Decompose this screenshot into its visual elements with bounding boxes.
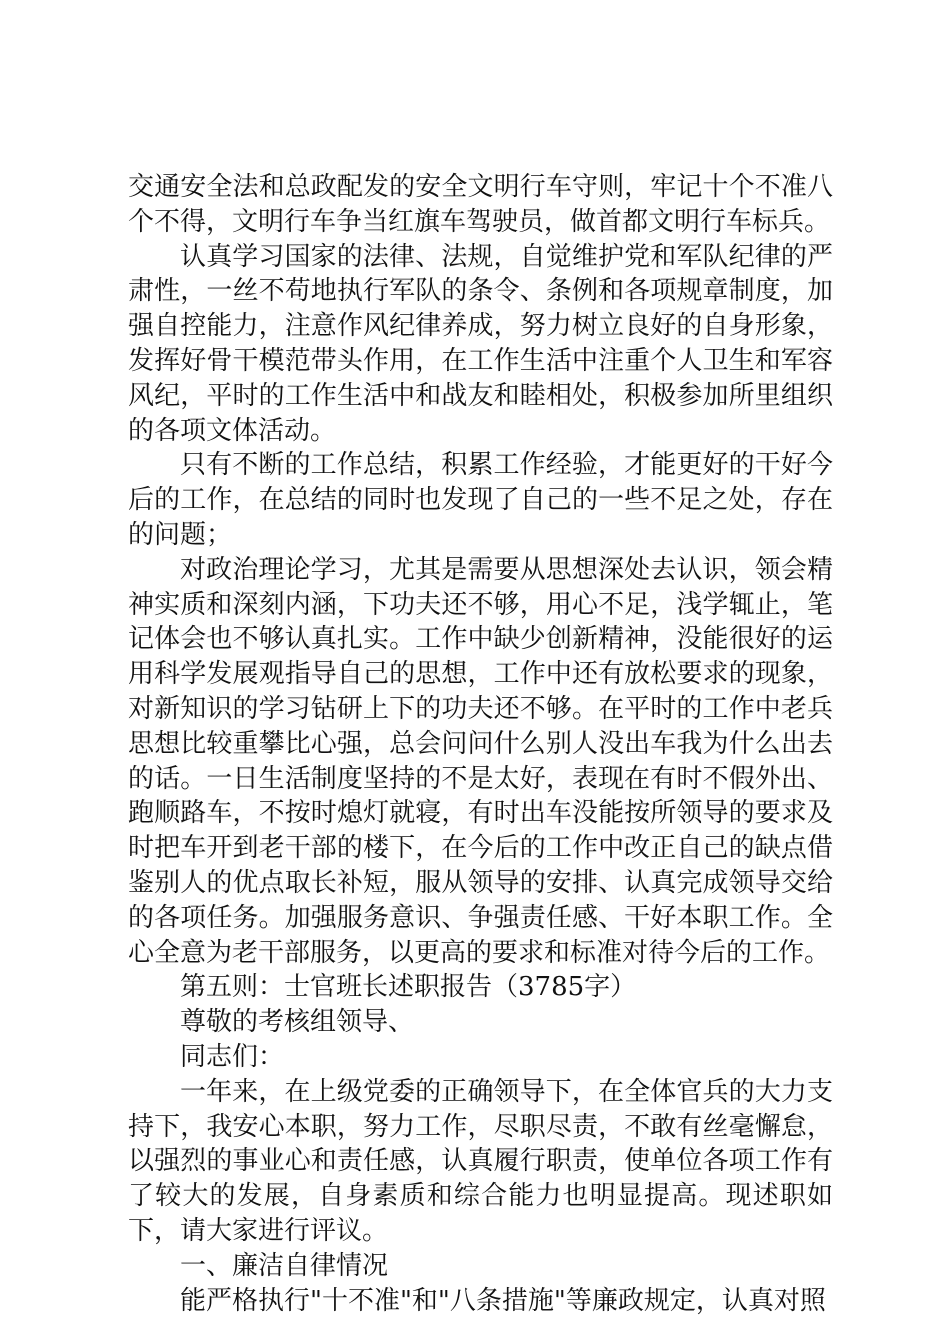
document-body — [128, 170, 833, 1318]
paragraph-study-laws: 认真学习国家的法律、法规，自觉维护党和军队纪律的严肃性，一丝不苟地执行军队的条令、条例和各项规章制度，加强自控能力，注意作风纪律养成，努力树立良好的自身形象，发挥好骨干模范带头作用，在工作生活中注重个人卫生和军容风纪，平时的工作生活中和战友和睦相处，积极参加所里组织的各项文体活动。 — [128, 241, 833, 446]
paragraph-traffic-rules: 交通安全法和总政配发的安全文明行车守则，牢记十个不准八个不得，文明行车争当红旗车驾驶员，做首都文明行车标兵。 — [128, 172, 833, 237]
subheading-integrity: 一、廉洁自律情况 — [180, 1250, 389, 1281]
salutation-leaders: 尊敬的考核组领导、 — [180, 1007, 415, 1038]
paragraph-regulations: 能严格执行"十不准"和"八条措施"等廉政规定，认真对照 — [180, 1285, 826, 1316]
section-heading-fifth-report: 第五则：士官班长述职报告（3785字） — [180, 972, 637, 1003]
paragraph-year-review: 一年来，在上级党委的正确领导下，在全体官兵的大力支持下，我安心本职，努力工作，尽职尽责，不敢有丝毫懈怠，以强烈的事业心和责任感，认真履行职责，使单位各项工作有了较大的发展，自身素质和综合能力也明显提高。现述职如下，请大家进行评议。 — [128, 1076, 833, 1246]
salutation-comrades: 同志们： — [180, 1041, 285, 1072]
paragraph-summary: 只有不断的工作总结，积累工作经验，才能更好的干好今后的工作，在总结的同时也发现了自己的一些不足之处，存在的问题； — [128, 450, 833, 550]
paragraph-shortcomings: 对政治理论学习，尤其是需要从思想深处去认识，领会精神实质和深刻内涵，下功夫还不够，用心不足，浅学辄止，笔记体会也不够认真扎实。工作中缺少创新精神，没能很好的运用科学发展观指导自己的思想，工作中还有放松要求的现象，对新知识的学习钻研上下的功夫还不够。在平时的工作中老兵思想比较重攀比心强，总会问问什么别人没出车我为什么出去的话。一日生活制度坚持的不是太好，表现在有时不假外出、跑顺路车，不按时熄灯就寝，有时出车没能按所领导的要求及时把车开到老干部的楼下，在今后的工作中改正自己的缺点借鉴别人的优点取长补短，服从领导的安排、认真完成领导交给的各项任务。加强服务意识、争强责任感、干好本职工作。全心全意为老干部服务，以更高的要求和标准对待今后的工作。 — [128, 554, 833, 968]
